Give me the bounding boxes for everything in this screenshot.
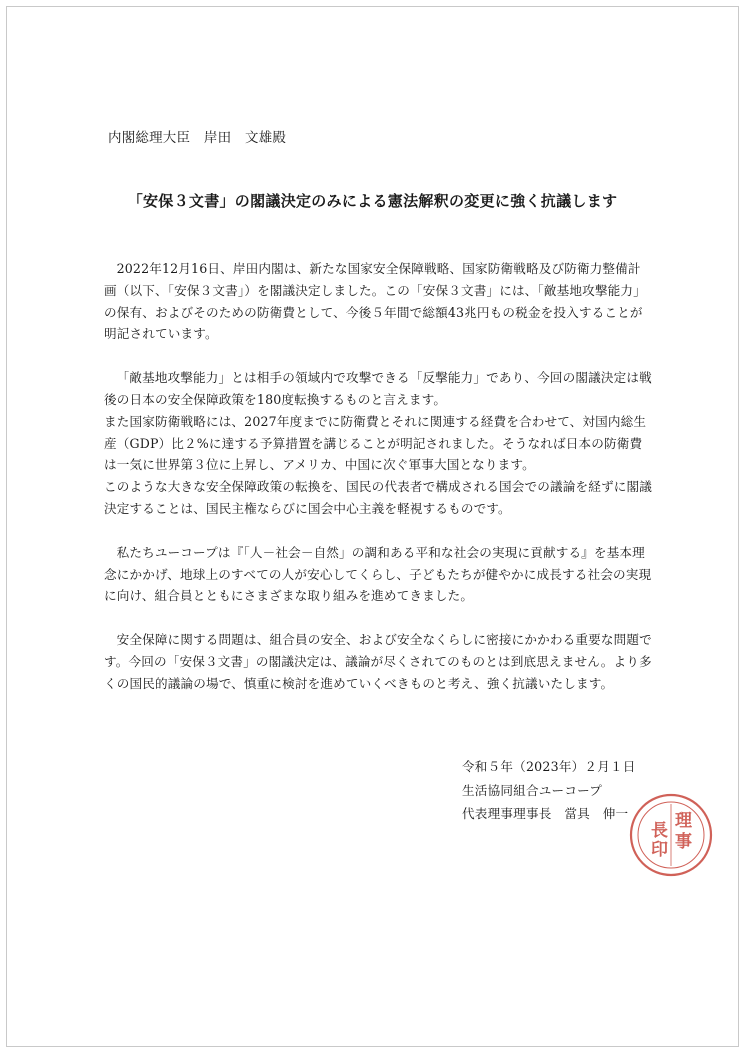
paragraph-announcement: 2022年12月16日、岸田内閣は、新たな国家安全保障戦略、国家防衛戦略及び防衛力整備計画（以下、「安保３文書」）を閣議決定しました。この「安保３文書」には、「敵基地攻撃能力」の保有、およびそのための防衛費として、今後５年間で総額43兆円もの税金を投入することが明記されています。 <box>104 261 646 342</box>
paragraph-defense-budget: また国家防衛戦略には、2027年度までに防衛費とそれに関連する経費を合わせて、対国内総生産（GDP）比２%に達する予算措置を講じることが明記されました。そうなれば日本の防衛費は一気に世界第３位に上昇し、アメリカ、中国に次ぐ軍事大国となります。 <box>104 413 647 473</box>
svg-text:長: 長 <box>651 821 668 841</box>
signature-organization: 生活協同組合ユーコープ <box>462 782 603 798</box>
paragraph-policy-shift: このような大きな安全保障政策の転換を、国民の代表者で構成される国会での議論を経ずに閣議決定することは、国民主権ならびに国会中心主義を軽視するものです。 <box>104 479 652 516</box>
svg-text:事: 事 <box>675 832 692 852</box>
paragraph-philosophy: 私たちユーコープは『「人－社会－自然」の調和ある平和な社会の実現に貢献する』を基本理念にかかげ、地球上のすべての人が安心してくらし、子どもたちが健やかに成長する社会の実現に向け、組合員とともにさまざまな取り組みを進めてきました。 <box>104 544 652 604</box>
document-title: 「安保３文書」の閣議決定のみによる憲法解釈の変更に強く抗議します <box>127 192 618 210</box>
paragraph-counterattack: 「敵基地攻撃能力」とは相手の領域内で攻撃できる「反撃能力」であり、今回の閣議決定は戦後の日本の安全保障政策を180度転換するものと言えます。 <box>104 370 652 407</box>
paragraph-protest: 安全保障に関する問題は、組合員の安全、および安全なくらしに密接にかかわる重要な問題です。今回の「安保３文書」の閣議決定は、議論が尽くされてのものとは到底思えません。より多くの国民的議論の場で、慎重に検討を進めていくべきものと考え、強く抗議いたします。 <box>104 632 652 691</box>
svg-text:印: 印 <box>651 840 668 860</box>
svg-text:理: 理 <box>675 811 692 831</box>
document-body <box>104 258 652 695</box>
signature-block <box>462 755 636 826</box>
signature-date: 令和５年（2023年）２月１日 <box>462 759 636 774</box>
addressee: 内閣総理大臣 岸田 文雄殿 <box>108 130 287 146</box>
signature-representative: 代表理事理事長 當具 伸一 <box>462 806 629 821</box>
official-seal-icon <box>628 792 714 878</box>
